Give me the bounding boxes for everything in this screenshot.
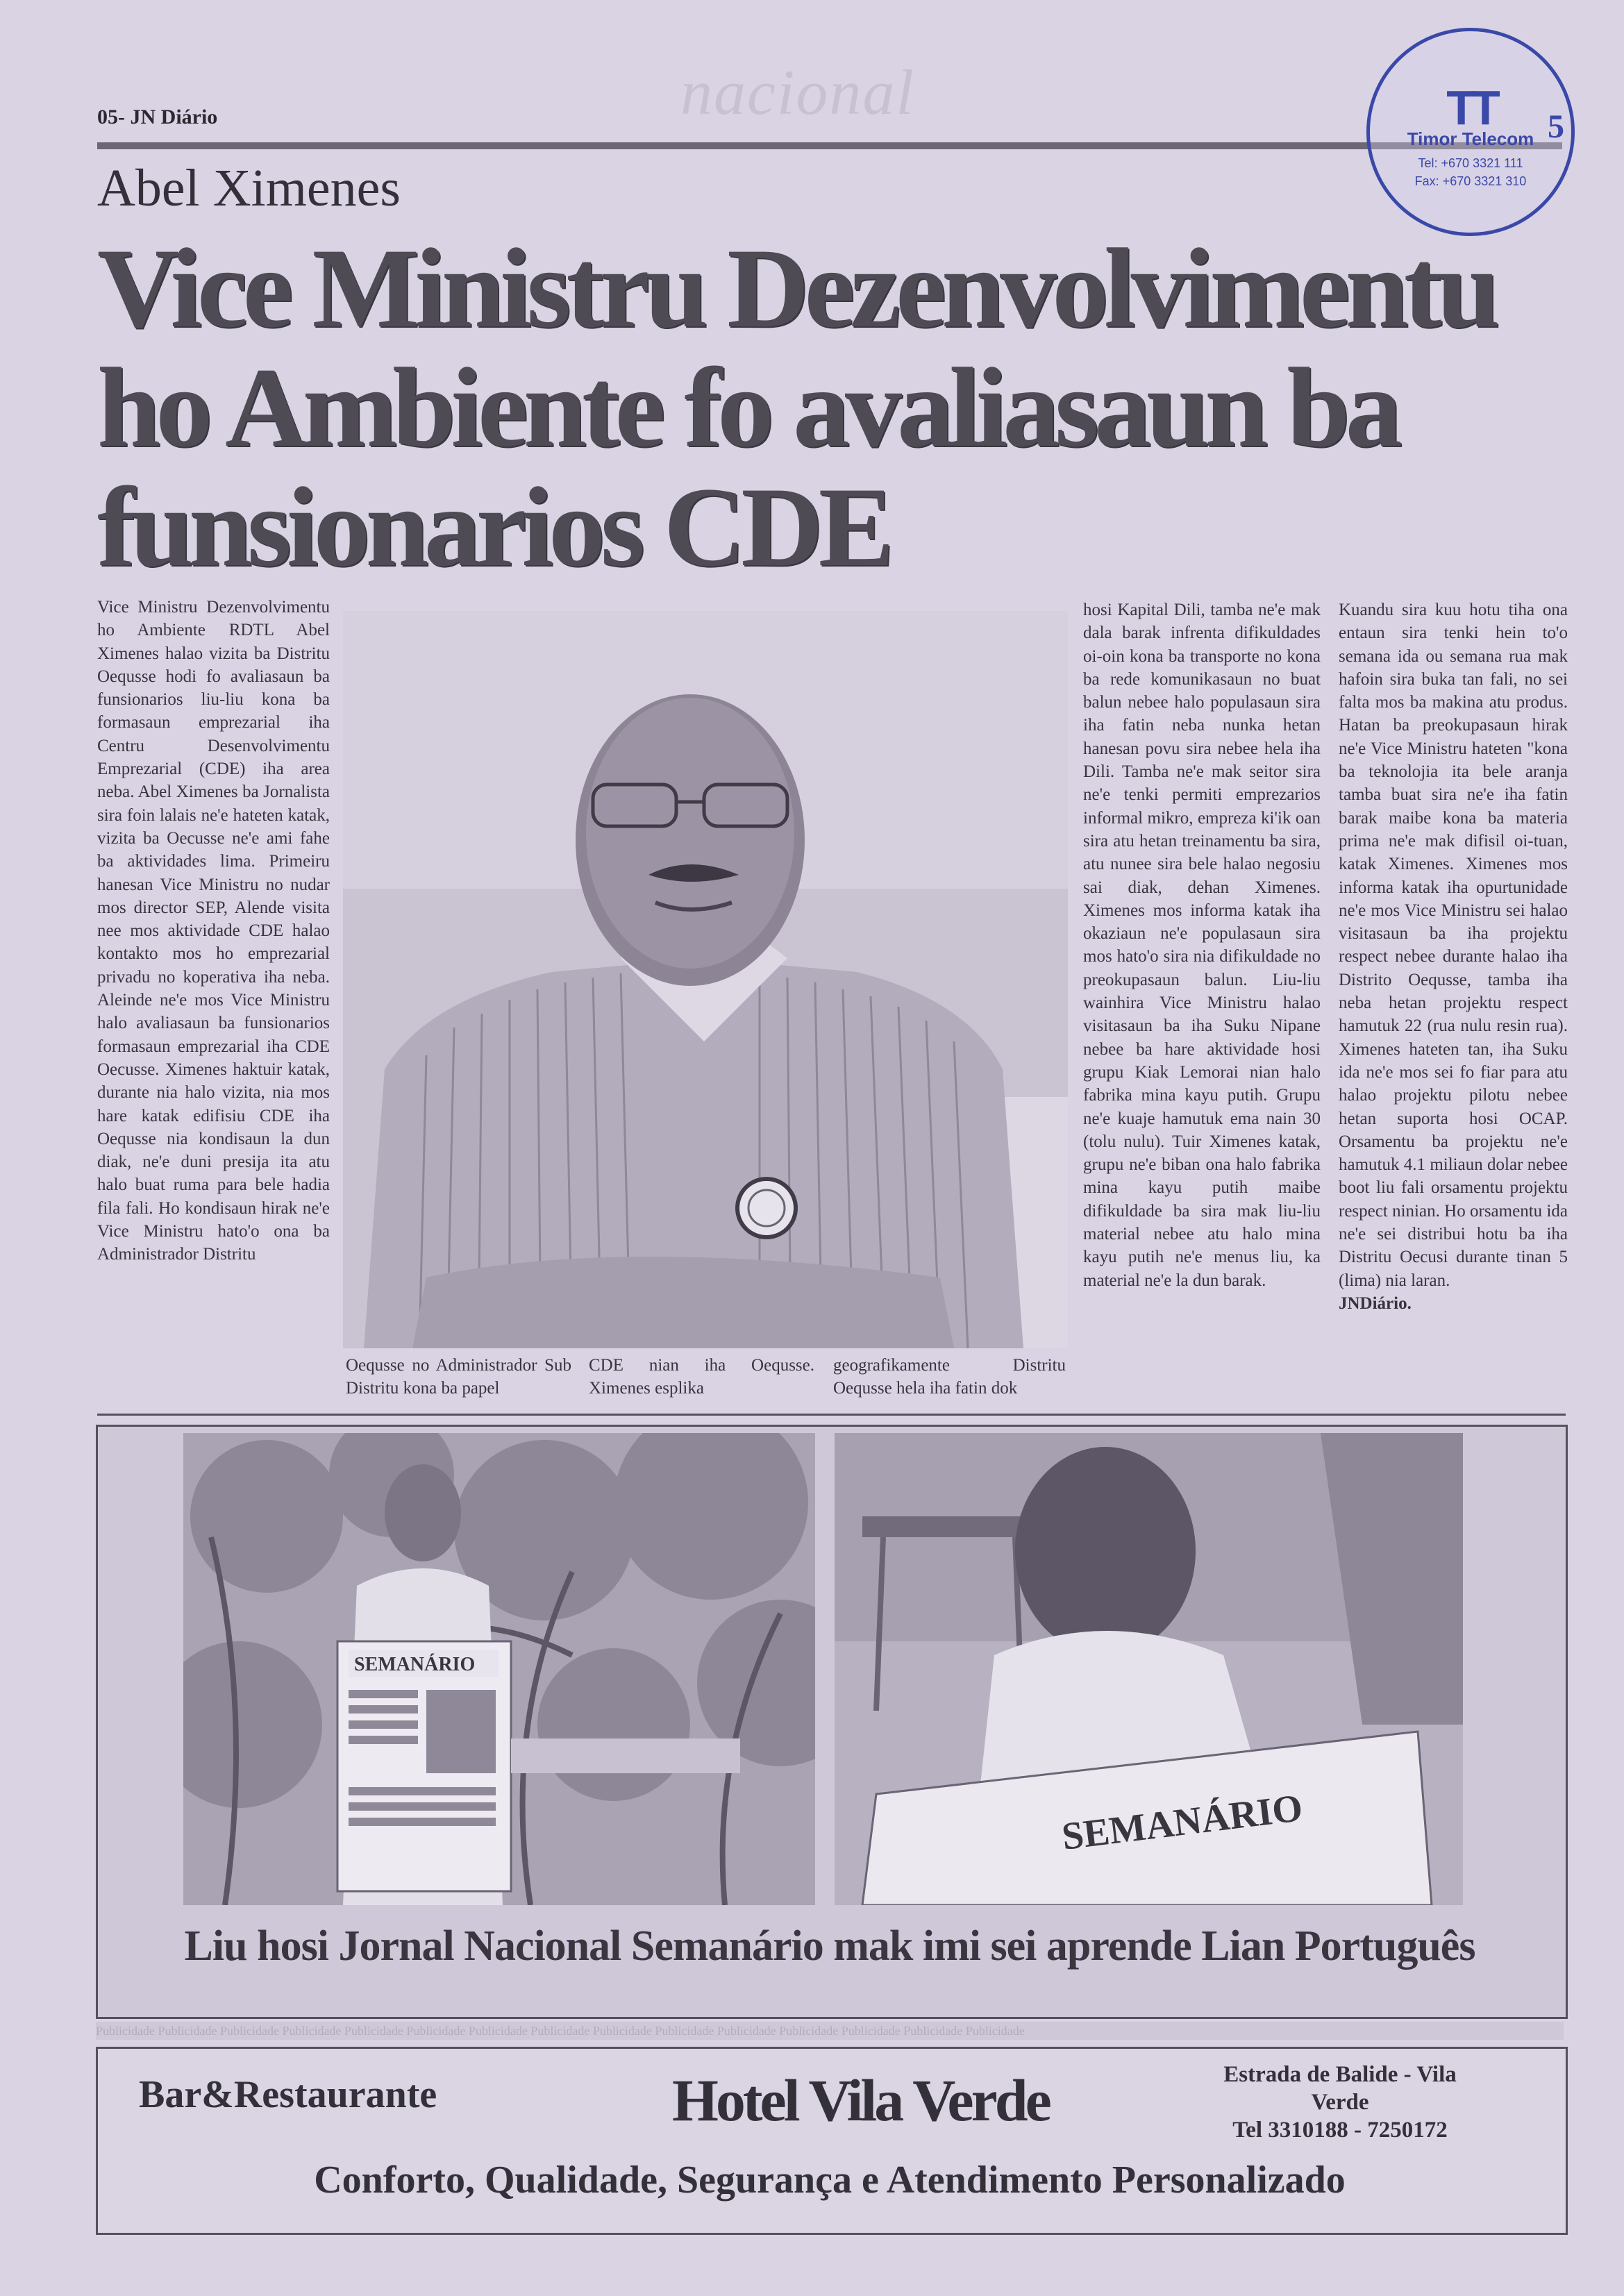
company-stamp xyxy=(1366,28,1575,236)
caption-column-1: Oequsse no Administrador Sub Distritu kona ba papel xyxy=(346,1356,571,1398)
vice-minister-photo xyxy=(343,611,1068,1348)
header-rule xyxy=(97,142,1562,149)
ad-phone: Tel 3310188 - 7250172 xyxy=(1232,2118,1448,2143)
section-divider xyxy=(97,1414,1566,1416)
article-column-4 xyxy=(1339,598,1568,1315)
ad-contact xyxy=(1194,2061,1486,2144)
stamp-page: 5 xyxy=(1548,108,1564,145)
article-signoff: JNDiário. xyxy=(1339,1293,1412,1313)
newspaper-masthead-2: SEMANÁRIO xyxy=(1060,1786,1305,1859)
article-headline: Vice Ministru Dezenvolvimentu ho Ambiente fo avaliasaun ba funsionarios CDE xyxy=(97,226,1496,590)
column-4-text: Kuandu sira kuu hotu tiha ona entaun sira tenki hein to'o semana ida ou semana rua mak hafoin sira buka tan fali, no sei falta mos ba makina atu produs. Hatan ba preokupasaun hirak ne'e Vice Ministru hateten "kona ba teknolojia ita bele aranja tamba buat sira ne'e iha fatin barak maibe kona ba materia prima ne'e mak difisil oi-tuan, katak Ximenes. Ximenes mos informa katak iha opurtunidade ne'e mos Vice Ministru sei halao visitasaun ba iha projektu respect nebee durante halao iha Distrito Oequsse, tamba iha neba hetan projektu respect hamutuk 22 (rua nulu resin rua). Ximenes hateten tan, iha Suku ida ne'e mos sei fo fiar para atu halao projektu pilotu nebee hetan suporta hosi OCAP. Orsamentu ba projektu ne'e hamutuk 4.1 miliaun dolar nebee boot liu fali orsamentu projektu respect ninian. Ho orsamentu ida ne'e sei distribui hotu ba iha Distritu Oecusi durante tinan 5 (lima) nia laran. xyxy=(1339,601,1568,1290)
caption-column-2: CDE nian iha Oequsse. Ximenes esplika xyxy=(589,1356,814,1398)
boy-reading-newspaper-photo xyxy=(835,1433,1463,1905)
newspaper-masthead-1: SEMANÁRIO xyxy=(354,1654,476,1675)
photo-caption: Liu hosi Jornal Nacional Semanário mak imi sei aprende Lian Português xyxy=(184,1922,1475,1970)
column-3-text: hosi Kapital Dili, tamba ne'e mak dala barak infrenta difikuldades oi-oin kona ba transporte no kona ba rede komunikasaun no buat balun nebee halo populasaun sira iha fatin neba nunka hetan hanesan povu sira nebee hela iha Dili. Tamba ne'e mak seitor sira ne'e tenki permiti emprezarios informal mikro, empreza ki'ik oan sira atu hetan treinamentu ba sira, atu nunee sira bele halao negosiu sai diak, dehan Ximenes. Ximenes mos informa katak iha okaziaun ne'e populasaun sira mos hato'o sira nia difikuldade no preokupasaun balun. Liu-liu wainhira Vice Ministru halao visitasaun ba iha Suku Nipane nebee ba hare aktividade hosi grupu Kiak Lemorai nian halo fabrika mina kayu putih. Grupu ne'e kuaje hamutuk ema nain 30 (tolu nulu). Tuir Ximenes katak, grupu ne'e biban ona halo fabrika mina kayu putih maibe difikuldade ba sira mak liu-liu material nebee atu halo mina kayu putih ne'e menus liu, ka material ne'e la dun barak. xyxy=(1083,601,1321,1290)
article-column-3 xyxy=(1083,598,1321,1292)
section-label: nacional xyxy=(680,57,915,128)
article-column-1 xyxy=(97,596,330,1266)
stamp-tel: Tel: +670 3321 111 xyxy=(1418,156,1523,170)
ad-tagline: Conforto, Qualidade, Segurança e Atendimento Personalizado xyxy=(314,2159,1346,2202)
article-author: Abel Ximenes xyxy=(97,159,401,217)
ad-strip: Publicidade Publicidade Publicidade Publicidade Publicidade Publicidade Publicidade Publicidade Publicidade Publicidade Publicidade Publicidade Publicidade Publicidade Publicidade xyxy=(96,2022,1564,2040)
page-number: 05- JN Diário xyxy=(97,106,218,128)
ad-bar-restaurant: Bar&Restaurante xyxy=(139,2073,437,2116)
ad-address: Estrada de Balide - Vila Verde xyxy=(1223,2062,1457,2115)
stamp-name: Timor Telecom xyxy=(1407,128,1534,149)
ad-hotel-name: Hotel Vila Verde xyxy=(672,2067,1049,2134)
stamp-fax: Fax: +670 3321 310 xyxy=(1414,174,1527,188)
stamp-logo: TT xyxy=(1446,81,1495,135)
man-holding-newspaper-photo xyxy=(183,1433,815,1905)
caption-column-3: geografikamente Distritu Oequsse hela iha fatin dok xyxy=(833,1356,1066,1398)
column-1-text: Vice Ministru Dezenvolvimentu ho Ambiente RDTL Abel Ximenes halao vizita ba Distritu Oequsse hodi fo avaliasaun ba funsionarios liu-liu kona ba formasaun emprezarial iha Centru Desenvolvimentu Emprezarial (CDE) iha area neba. Abel Ximenes ba Jornalista sira foin lalais ne'e hateten katak, vizita ba Oecusse ne'e ami fahe ba aktividades lima. Primeiru hanesan Vice Ministru no nudar mos director SEP, Alende visita nee mos aktividade CDE halao kontakto mos ho emprezarial privadu no koperativa iha neba. Aleinde ne'e mos Vice Ministru halo avaliasaun ba funsionarios formasaun emprezarial iha CDE Oecusse. Ximenes haktuir katak, durante nia halo vizita, nia mos hare katak edifisiu CDE iha Oequsse nia kondisaun la dun diak, ne'e duni presija ita atu halo buat ruma para bele hadia fila fali. Ho kondisaun hirak ne'e Vice Ministru hato'o ona ba Administrador Distritu xyxy=(97,598,330,1264)
